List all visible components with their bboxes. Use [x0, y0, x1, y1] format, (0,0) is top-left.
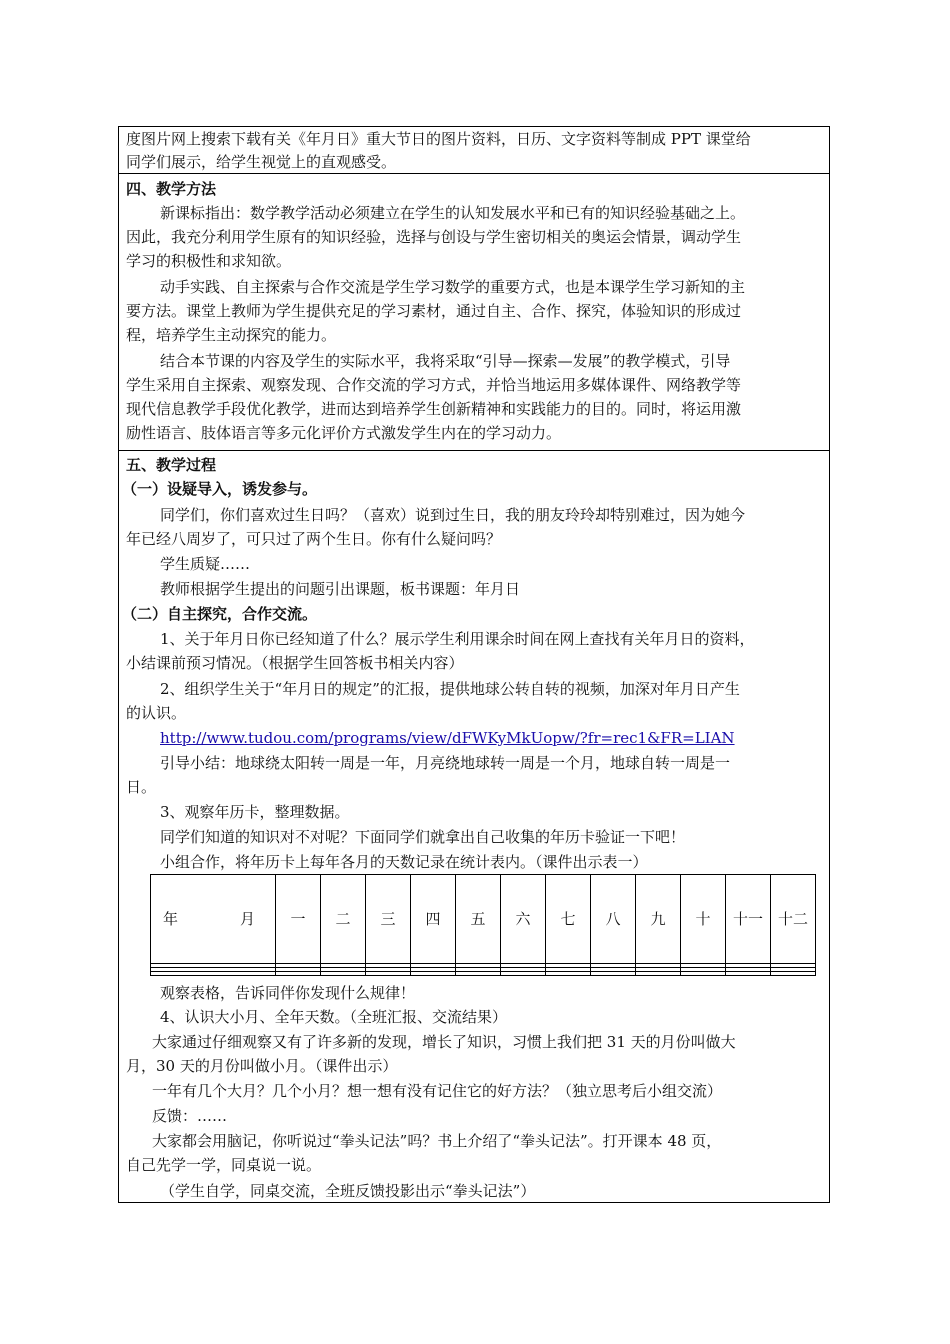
table-cell[interactable]: [501, 971, 546, 975]
paragraph-line: 年已经八周岁了，可只过了两个生日。你有什么疑问吗？: [126, 530, 502, 548]
table-cell[interactable]: [546, 971, 591, 975]
table-cell[interactable]: [771, 971, 816, 975]
paragraph-line: 观察表格，告诉同伴你发现什么规律！: [160, 984, 416, 1002]
month-header: 九: [636, 875, 681, 964]
paragraph-line: 新课标指出：数学教学活动必须建立在学生的认知发展水平和已有的知识经验基础之上。: [160, 204, 746, 222]
table-cell[interactable]: [321, 971, 366, 975]
table-cell[interactable]: [726, 971, 771, 975]
paragraph-line: 引导小结：地球绕太阳转一周是一年，月亮绕地球转一周是一个月，地球自转一周是一: [160, 754, 731, 772]
month-days-table: [150, 874, 816, 976]
paragraph-line: 学习的积极性和求知欲。: [126, 252, 292, 270]
subsection-title: （二）自主探究，合作交流。: [122, 605, 318, 623]
section-title-process: 五、教学过程: [126, 456, 217, 474]
paragraph-line: 3、观察年历卡，整理数据。: [160, 803, 350, 821]
month-header: 十: [681, 875, 726, 964]
paragraph-line: 因此，我充分利用学生原有的知识经验，选择与创设与学生密切相关的奥运会情景，调动学生: [126, 228, 742, 246]
table-cell[interactable]: [411, 971, 456, 975]
paragraph-line: 小结课前预习情况。（根据学生回答板书相关内容）: [126, 654, 464, 672]
paragraph-line: 日。: [126, 778, 157, 796]
paragraph-line: 现代信息教学手段优化教学，进而达到培养学生创新精神和实践能力的目的。同时，将运用激: [126, 400, 742, 418]
month-header: 一: [276, 875, 321, 964]
paragraph-line: 大家都会用脑记，你听说过“拳头记法”吗？书上介绍了“拳头记法”。打开课本 48 页，: [152, 1132, 722, 1150]
paragraph-line: 4、认识大小月、全年天数。（全班汇报、交流结果）: [160, 1008, 508, 1026]
paragraph-line: 结合本节课的内容及学生的实际水平，我将采取“引导—探索—发展”的教学模式，引导: [160, 352, 731, 370]
row-divider: [119, 173, 829, 174]
paragraph-line: 大家通过仔细观察又有了许多新的发现，增长了知识，习惯上我们把 31 天的月份叫做大: [152, 1033, 736, 1051]
video-link[interactable]: http://www.tudou.com/programs/view/dFWKyMkUopw/?fr=rec1&FR=LIAN: [160, 729, 735, 747]
paragraph-line: 月，30 天的月份叫做小月。（课件出示）: [126, 1057, 398, 1075]
table-cell[interactable]: [276, 971, 321, 975]
row-divider: [119, 450, 829, 451]
paragraph-line: 学生采用自主探索、观察发现、合作交流的学习方式，并恰当地运用多媒体课件、网络教学等: [126, 376, 742, 394]
paragraph-line: 励性语言、肢体语言等多元化评价方式激发学生内在的学习动力。: [126, 424, 562, 442]
table-cell[interactable]: [681, 971, 726, 975]
table-cell[interactable]: [636, 971, 681, 975]
paragraph-line: 程，培养学生主动探究的能力。: [126, 326, 337, 344]
paragraph-line: 要方法。课堂上教师为学生提供充足的学习素材，通过自主、合作、探究，体验知识的形成过: [126, 302, 742, 320]
month-header: 七: [546, 875, 591, 964]
month-header: 八: [591, 875, 636, 964]
month-header: 十一: [726, 875, 771, 964]
month-header: 十二: [771, 875, 816, 964]
paragraph-line: 反馈：……: [152, 1107, 228, 1125]
table-cell[interactable]: [591, 971, 636, 975]
paragraph-line: 2、组织学生关于“年月日的规定”的汇报，提供地球公转自转的视频，加深对年月日产生: [160, 680, 740, 698]
paragraph-line: 同学们知道的知识对不对呢？下面同学们就拿出自己收集的年历卡验证一下吧！: [160, 828, 686, 846]
paragraph-line: 自己先学一学，同桌说一说。: [126, 1156, 322, 1174]
table-corner-cell: [151, 875, 276, 964]
year-label: 年: [163, 910, 179, 929]
intro-line: 度图片网上搜索下载有关《年月日》重大节日的图片资料，日历、文字资料等制成 PPT 课堂给: [126, 130, 751, 148]
month-header: 二: [321, 875, 366, 964]
paragraph-line: 一年有几个大月？几个小月？想一想有没有记住它的好方法？（独立思考后小组交流）: [152, 1082, 723, 1100]
table-header-row: [151, 875, 816, 964]
paragraph-line: 学生质疑……: [160, 555, 251, 573]
paragraph-line: 教师根据学生提出的问题引出课题，板书课题：年月日: [160, 580, 521, 598]
month-header: 四: [411, 875, 456, 964]
section-title-methods: 四、教学方法: [126, 180, 217, 198]
paragraph-line: 同学们，你们喜欢过生日吗？（喜欢）说到过生日，我的朋友玲玲却特别难过，因为她今: [160, 506, 746, 524]
table-cell[interactable]: [366, 971, 411, 975]
paragraph-line: 动手实践、自主探索与合作交流是学生学习数学的重要方式，也是本课学生学习新知的主: [160, 278, 746, 296]
table-cell[interactable]: [456, 971, 501, 975]
table-row: [151, 971, 816, 975]
intro-line: 同学们展示，给学生视觉上的直观感受。: [126, 153, 397, 171]
paragraph-line: 小组合作，将年历卡上每年各月的天数记录在统计表内。（课件出示表一）: [160, 853, 648, 871]
paragraph-line: （学生自学，同桌交流，全班反馈投影出示“拳头记法”）: [160, 1182, 536, 1200]
subsection-title: （一）设疑导入，诱发参与。: [122, 480, 318, 498]
month-header: 三: [366, 875, 411, 964]
paragraph-line: 的认识。: [126, 704, 187, 722]
month-header: 六: [501, 875, 546, 964]
month-label: 月: [240, 910, 256, 929]
month-header: 五: [456, 875, 501, 964]
paragraph-line: 1、关于年月日你已经知道了什么？展示学生利用课余时间在网上查找有关年月日的资料，: [160, 630, 755, 648]
table-cell[interactable]: [151, 971, 276, 975]
